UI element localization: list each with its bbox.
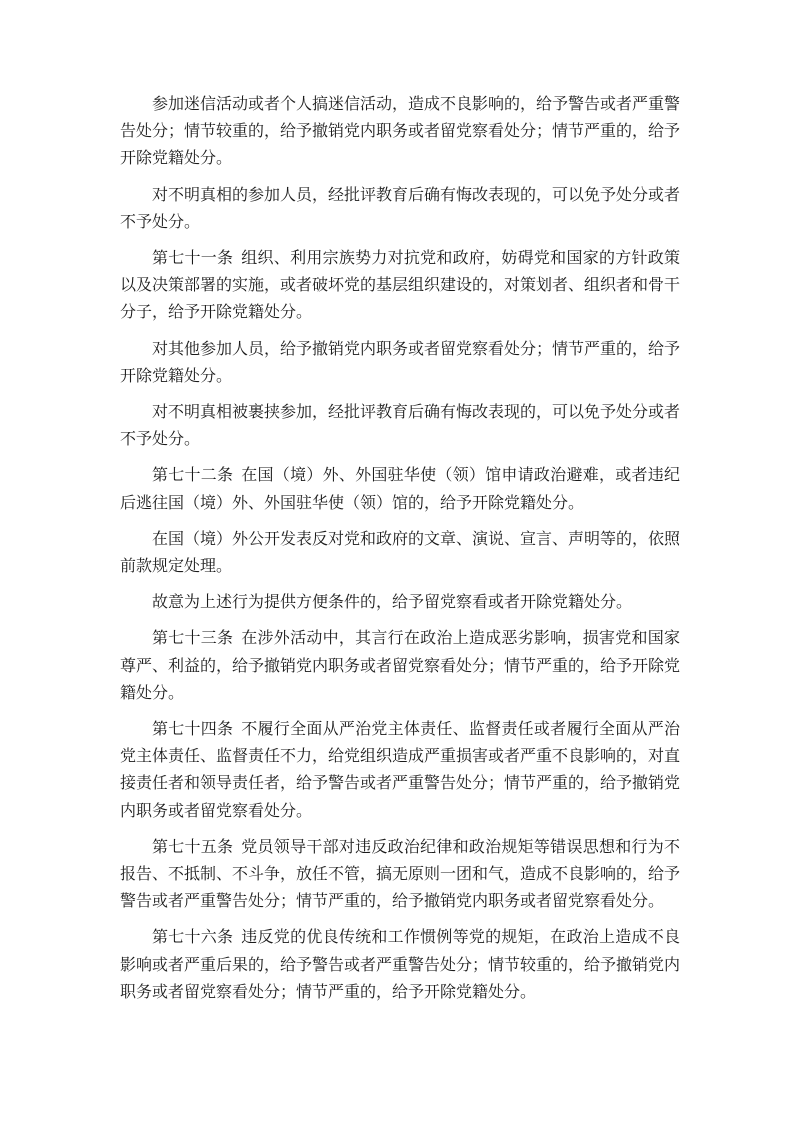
paragraph-text: 不履行全面从严治党主体责任、监督责任或者履行全面从严治党主体责任、监督责任不力，给党组织造成严重损害或者严重不良影响的，对直接责任者和领导责任者，给予警告或者严重警告处分；情节严重的，给予撤销党内职务或者留党察看处分。	[120, 719, 681, 820]
article-number: 第七十三条	[152, 628, 234, 648]
paragraph-1	[120, 90, 680, 172]
paragraph-text: 对不明真相的参加人员，经批评教育后确有悔改表现的，可以免予处分或者不予处分。	[120, 184, 681, 231]
paragraph-2	[120, 181, 680, 235]
article-number: 第七十四条	[152, 719, 234, 739]
article-74	[120, 715, 680, 824]
article-72	[120, 461, 680, 515]
paragraph-text: 在国（境）外、外国驻华使（领）馆申请政治避难，或者违纪后逃往国（境）外、外国驻华使（领）馆的，给予开除党籍处分。	[120, 465, 680, 512]
paragraph-8	[120, 588, 680, 615]
article-71	[120, 244, 680, 326]
paragraph-text: 违反党的优良传统和工作惯例等党的规矩，在政治上造成不良影响或者严重后果的，给予警告或者严重警告处分；情节较重的，给予撤销党内职务或者留党察看处分；情节严重的，给予开除党籍处分。	[120, 927, 681, 1001]
article-number: 第七十一条	[152, 248, 234, 268]
paragraph-text: 参加迷信活动或者个人搞迷信活动，造成不良影响的，给予警告或者严重警告处分；情节较重的，给予撤销党内职务或者留党察看处分；情节严重的，给予开除党籍处分。	[120, 94, 681, 168]
article-number: 第七十六条	[152, 927, 234, 947]
paragraph-5	[120, 398, 680, 452]
article-73	[120, 624, 680, 706]
paragraph-text: 党员领导干部对违反政治纪律和政治规矩等错误思想和行为不报告、不抵制、不斗争，放任不管，搞无原则一团和气，造成不良影响的，给予警告或者严重警告处分；情节严重的，给予撤销党内职务或者留党察看处分。	[120, 836, 681, 911]
paragraph-4	[120, 335, 680, 389]
paragraph-text: 对其他参加人员，给予撤销党内职务或者留党察看处分；情节严重的，给予开除党籍处分。	[120, 338, 681, 385]
article-75	[120, 833, 680, 915]
article-number: 第七十五条	[152, 836, 234, 856]
paragraph-text: 对不明真相被裹挟参加，经批评教育后确有悔改表现的，可以免予处分或者不予处分。	[120, 402, 681, 449]
paragraph-text: 组织、利用宗族势力对抗党和政府，妨碍党和国家的方针政策以及决策部署的实施，或者破坏党的基层组织建设的，对策划者、组织者和骨干分子，给予开除党籍处分。	[120, 248, 681, 322]
paragraph-text: 故意为上述行为提供方便条件的，给予留党察看或者开除党籍处分。	[152, 592, 633, 612]
paragraph-7	[120, 525, 680, 579]
paragraph-text: 在国（境）外公开发表反对党和政府的文章、演说、宣言、声明等的，依照前款规定处理。	[120, 528, 681, 576]
paragraph-text: 在涉外活动中，其言行在政治上造成恶劣影响，损害党和国家尊严、利益的，给予撤销党内职务或者留党察看处分；情节严重的，给予开除党籍处分。	[120, 628, 681, 702]
article-number: 第七十二条	[152, 465, 234, 485]
document-body	[120, 90, 680, 1014]
article-76	[120, 923, 680, 1005]
